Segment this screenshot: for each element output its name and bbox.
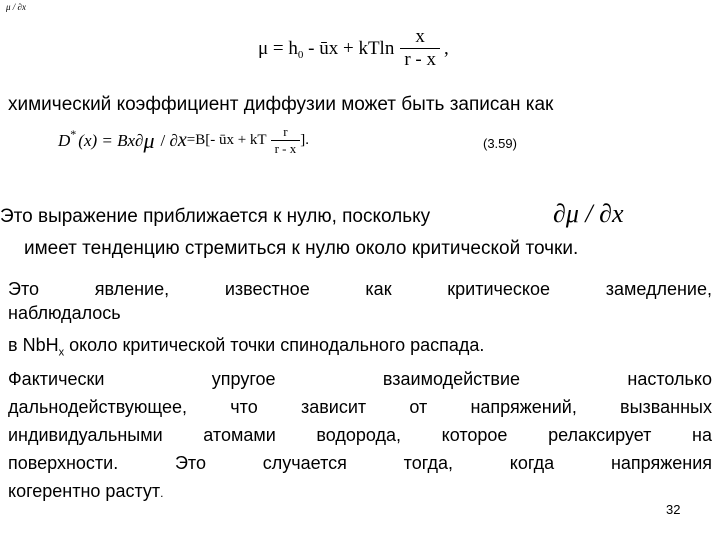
eq2-close: ]. bbox=[300, 132, 310, 148]
para3-last-dot: . bbox=[160, 486, 164, 500]
eq2-star: * bbox=[70, 127, 77, 141]
text-line-approaches-zero: Это выражение приближается к нулю, поскольку bbox=[0, 206, 431, 227]
page-number: 32 bbox=[666, 502, 681, 517]
corner-formula: μ / ∂x bbox=[6, 2, 26, 12]
eq2-equals: =B[- ūx + kT bbox=[186, 132, 267, 148]
eq1-lhs: μ = h bbox=[258, 37, 298, 59]
eq2-slash: / ∂ bbox=[160, 130, 178, 150]
text-line-tendency: имеет тенденцию стремиться к нулю около критической точки. bbox=[24, 238, 579, 259]
eq2-denominator: r - x bbox=[271, 140, 301, 157]
para2-line bbox=[8, 334, 484, 364]
eq2-x: x bbox=[177, 129, 187, 151]
eq1-fraction bbox=[400, 26, 440, 71]
eq2-mu: μ bbox=[143, 127, 155, 153]
para2-prefix: в NbH bbox=[8, 335, 59, 355]
para1-line2: наблюдалось bbox=[8, 303, 121, 323]
formula-dmu-dx: ∂μ / ∂x bbox=[553, 199, 624, 228]
para2-subscript: x bbox=[58, 346, 65, 359]
eq2-argument: (x) = Bx∂ bbox=[78, 130, 144, 150]
para3-line5 bbox=[8, 480, 163, 504]
para1-line1: Это явление, известное как критическое замедление, bbox=[8, 279, 712, 299]
para3-line3: индивидуальными атомами водорода, которое релаксирует на bbox=[8, 425, 712, 445]
equation-chemical-potential bbox=[258, 26, 449, 71]
equation-number: (3.59) bbox=[483, 136, 517, 151]
para2-rest: около критической точки спинодального распада. bbox=[64, 335, 485, 355]
equation-diffusion-coefficient bbox=[58, 124, 309, 157]
para3-line1: Фактически упругое взаимодействие настолько bbox=[8, 369, 712, 389]
eq2-numerator: r bbox=[283, 124, 288, 139]
para3-last-text: когерентно растут bbox=[8, 481, 161, 501]
eq2-D: D bbox=[58, 130, 71, 150]
eq1-middle: - ūx + kTln bbox=[303, 37, 395, 59]
eq1-numerator: x bbox=[415, 26, 425, 47]
para3-line2: дальнодействующее, что зависит от напряжений, вызванных bbox=[8, 397, 712, 417]
eq1-h-subscript: 0 bbox=[297, 48, 304, 61]
eq1-denominator: r - x bbox=[400, 48, 440, 71]
eq2-fraction bbox=[271, 124, 301, 157]
para3-line4: поверхности. Это случается тогда, когда напряжения bbox=[8, 453, 712, 473]
text-line-diffusion: химический коэффициент диффузии может быть записан как bbox=[8, 94, 554, 115]
eq1-tail: , bbox=[444, 37, 449, 59]
